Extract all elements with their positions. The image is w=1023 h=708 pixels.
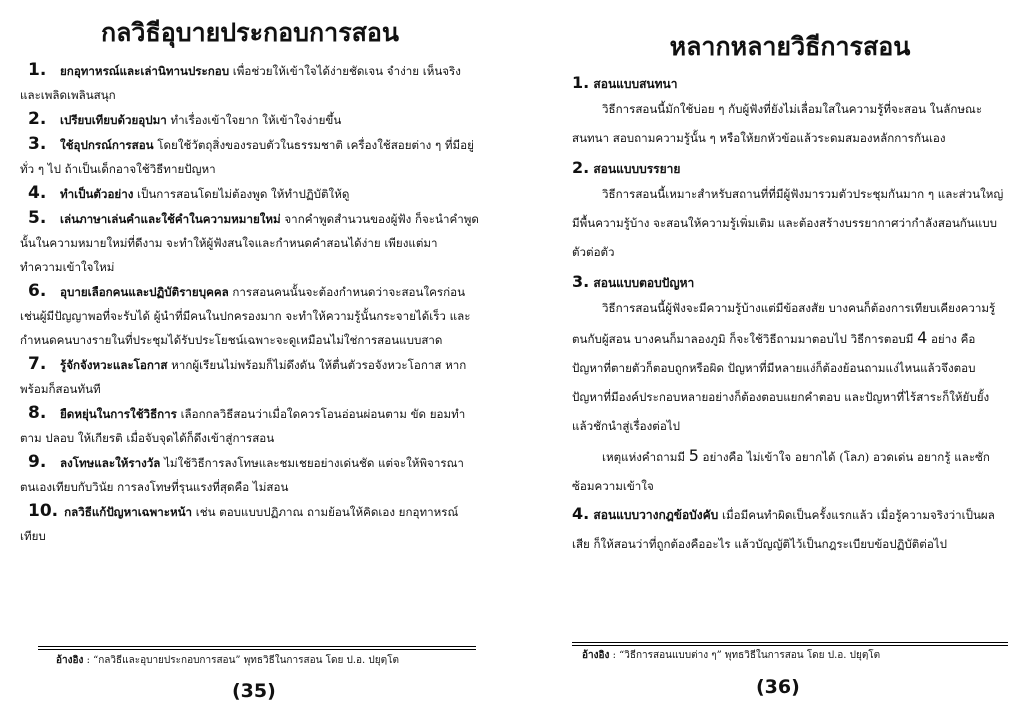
item-number: 10. <box>28 501 59 521</box>
item-number: 1. <box>28 60 47 80</box>
item-text: ไม่ใช้วิธีการลงโทษและชมเชยอย่างเด่นชัด แต่จะให้พิจารณาตนเองเทียบกับวินัย การลงโทษที่รุนแรงที่สุดคือ ไม่สอน <box>20 456 464 494</box>
list-item <box>20 352 480 401</box>
list-item <box>20 107 480 132</box>
section-title: สอนแบบวางกฎข้อบังคับ <box>593 508 719 522</box>
section-number: 3. <box>572 272 590 291</box>
paragraph-text: อย่าง คือ ปัญหาที่ตายตัวก็ตอบถูกหรือผิด ปัญหาที่มีหลายแง่ก็ต้องย้อนถามแง่ไหนแล้วจึงตอบ ปัญหาที่มีองค์ประกอบหลายอย่างก็ต้องตอบแยกคำตอบ และปัญหาที่ไร้สาระก็ให้ยับยั้งแล้วชักนำสู่เรื่องต่อไป <box>572 332 990 433</box>
paragraph <box>572 294 1008 441</box>
paragraph-text: เหตุแห่งคำถามมี <box>602 450 689 464</box>
item-text: หากผู้เรียนไม่พร้อมก็ไม่ดึงดัน ให้ตื่นตัวรอจังหวะโอกาส หากพร้อมก็สอนทันที <box>20 358 467 396</box>
page-number: (36) <box>756 676 800 698</box>
item-text: จากคำพูดสำนวนของผู้ฟัง ก็จะนำคำพูดนั้นในความหมายใหม่ที่ดีงาม จะทำให้ผู้ฟังสนใจและกำหนดคำสอนได้ง่าย เพียงแต่มาทำความเข้าใจใหม่ <box>20 212 479 274</box>
section-heading <box>572 271 1008 294</box>
item-text: เพื่อช่วยให้เข้าใจได้ง่ายชัดเจน จำง่าย เห็นจริง และเพลิดเพลินสนุก <box>20 64 461 102</box>
section-number: 1. <box>572 73 590 92</box>
item-heading: กลวิธีแก้ปัญหาเฉพาะหน้า <box>64 505 193 519</box>
item-text: เป็นการสอนโดยไม่ต้องพูด ให้ทำปฏิบัติให้ดู <box>133 187 350 201</box>
item-number: 5. <box>28 208 47 228</box>
footer-divider <box>38 646 476 647</box>
item-number: 9. <box>28 452 47 472</box>
item-number: 2. <box>28 109 47 129</box>
paragraph-text: วิธีการสอนนี้มักใช้บ่อย ๆ กับผู้ฟังที่ยังไม่เลื่อมใสในความรู้ที่จะสอน ในลักษณะสนทนา สอบถามความรู้นั้น ๆ หรือให้ยกหัวข้อแล้วระดมสมองหลักการกันเอง <box>572 102 983 145</box>
reference-label: อ้างอิง <box>582 650 610 661</box>
paragraph-text: วิธีการสอนนี้ผู้ฟังจะมีความรู้บ้างแต่มีข้อสงสัย บางคนก็ต้องการเทียบเคียงความรู้ตนกับผู้สอน บางคนก็มาลองภูมิ ก็จะใช้วิธีถามมาตอบไป วิธีการตอบมี <box>572 301 996 346</box>
paragraph <box>572 441 1008 501</box>
item-number: 6. <box>28 281 47 301</box>
section-number: 2. <box>572 158 590 177</box>
section-heading <box>572 157 1008 180</box>
list-item <box>20 499 480 548</box>
paragraph-text: เมื่อมีคนทำผิดเป็นครั้งแรกแล้ว เมื่อรู้ความจริงว่าเป็นผลเสีย ก็ให้สอนว่าที่ถูกต้องคืออะไร แล้วบัญญัติไว้เป็นกฎระเบียบข้อปฏิบัติต่อไป <box>572 508 995 551</box>
item-heading: เปรียบเทียบด้วยอุปมา <box>60 113 167 127</box>
page-title: กลวิธีอุบายประกอบการสอน <box>100 18 400 47</box>
section-title: สอนแบบตอบปัญหา <box>593 276 695 290</box>
footer-divider <box>572 645 1008 646</box>
paragraph <box>572 95 1008 153</box>
paragraph-number: 4 <box>917 328 928 347</box>
item-number: 7. <box>28 354 47 374</box>
item-number: 4. <box>28 183 47 203</box>
list-item <box>20 181 480 206</box>
item-heading: ยกอุทาหรณ์และเล่านิทานประกอบ <box>60 64 230 78</box>
list-item <box>20 206 480 279</box>
item-heading: ลงโทษและให้รางวัล <box>60 456 161 470</box>
item-heading: อุบายเลือกคนและปฏิบัติรายบุคคล <box>60 285 229 299</box>
item-number: 3. <box>28 134 47 154</box>
page-number: (35) <box>232 680 276 702</box>
list-item <box>20 450 480 499</box>
paragraph <box>572 180 1008 267</box>
list-item <box>20 401 480 450</box>
item-heading: เล่นภาษาเล่นคำและใช้คำในความหมายใหม่ <box>60 212 281 226</box>
reference-text: : “กลวิธีและอุบายประกอบการสอน” พุทธวิธีในการสอน โดย ป.อ. ปยุตฺโต <box>83 655 399 666</box>
item-text: เลือกกลวิธีสอนว่าเมื่อใดควรโอนอ่อนผ่อนตาม ขัด ยอมทำตาม ปลอบ ให้เกียรติ เมื่อจับจุดได้ก็ดึงเข้าสู่การสอน <box>20 407 466 445</box>
item-heading: ยืดหยุ่นในการใช้วิธีการ <box>60 407 177 421</box>
left-page <box>20 0 480 708</box>
item-text: ทำเรื่องเข้าใจยาก ให้เข้าใจง่ายขึ้น <box>166 113 342 127</box>
section-heading <box>572 504 719 523</box>
section-title: สอนแบบบรรยาย <box>593 162 681 176</box>
section-heading-inline <box>572 501 1008 559</box>
item-heading: ทำเป็นตัวอย่าง <box>60 187 134 201</box>
item-text: การสอนคนนั้นจะต้องกำหนดว่าจะสอนใครก่อน เช่นผู้มีปัญญาพอที่จะรับได้ ผู้นำที่มีคนในปกครองมาก จะทำให้ความรู้นั้นกระจายได้เร็ว และกำหนดคนบางรายในที่ประชุมได้รับประโยชน์เฉพาะจะดูเหมือนไม่ใช่การสอนแบบสาด <box>20 285 471 347</box>
item-list <box>20 58 480 548</box>
list-item <box>20 58 480 107</box>
right-page <box>572 0 1008 708</box>
item-text: โดยใช้วัตถุสิ่งของรอบตัวในธรรมชาติ เครื่องใช้สอยต่าง ๆ ที่มีอยู่ทั่ว ๆ ไป ถ้าเป็นเด็กอาจใช้วิธีทายปัญหา <box>20 138 474 176</box>
section-heading <box>572 72 1008 95</box>
page-title: หลากหลายวิธีการสอน <box>669 32 911 61</box>
footer-divider <box>572 642 1008 643</box>
section-title: สอนแบบสนทนา <box>593 77 678 91</box>
reference <box>582 648 880 663</box>
reference <box>56 653 399 668</box>
list-item <box>20 132 480 181</box>
reference-text: : “วิธีการสอนแบบต่าง ๆ” พุทธวิธีในการสอน โดย ป.อ. ปยุตฺโต <box>609 650 881 661</box>
reference-label: อ้างอิง <box>56 655 84 666</box>
item-number: 8. <box>28 403 47 423</box>
paragraph-text: อย่างคือ ไม่เข้าใจ อยากได้ (โลภ) อวดเด่น อยากรู้ และซักซ้อมความเข้าใจ <box>572 450 990 493</box>
paragraph-number: 5 <box>688 446 699 465</box>
section-number: 4. <box>572 504 590 523</box>
list-item <box>20 279 480 352</box>
footer-divider <box>38 649 476 650</box>
paragraph-text: วิธีการสอนนี้เหมาะสำหรับสถานที่ที่มีผู้ฟังมารวมตัวประชุมกันมาก ๆ และส่วนใหญ่มีพื้นความรู้บ้าง จะสอนให้ความรู้เพิ่มเติม และต้องสร้างบรรยากาศว่ากำลังสอนกันแบบตัวต่อตัว <box>572 187 1004 259</box>
item-heading: รู้จักจังหวะและโอกาส <box>60 358 168 372</box>
item-heading: ใช้อุปกรณ์การสอน <box>60 138 154 152</box>
item-text: เช่น ตอบแบบปฏิภาณ ถามย้อนให้คิดเอง ยกอุทาหรณ์เทียบ <box>20 505 459 543</box>
